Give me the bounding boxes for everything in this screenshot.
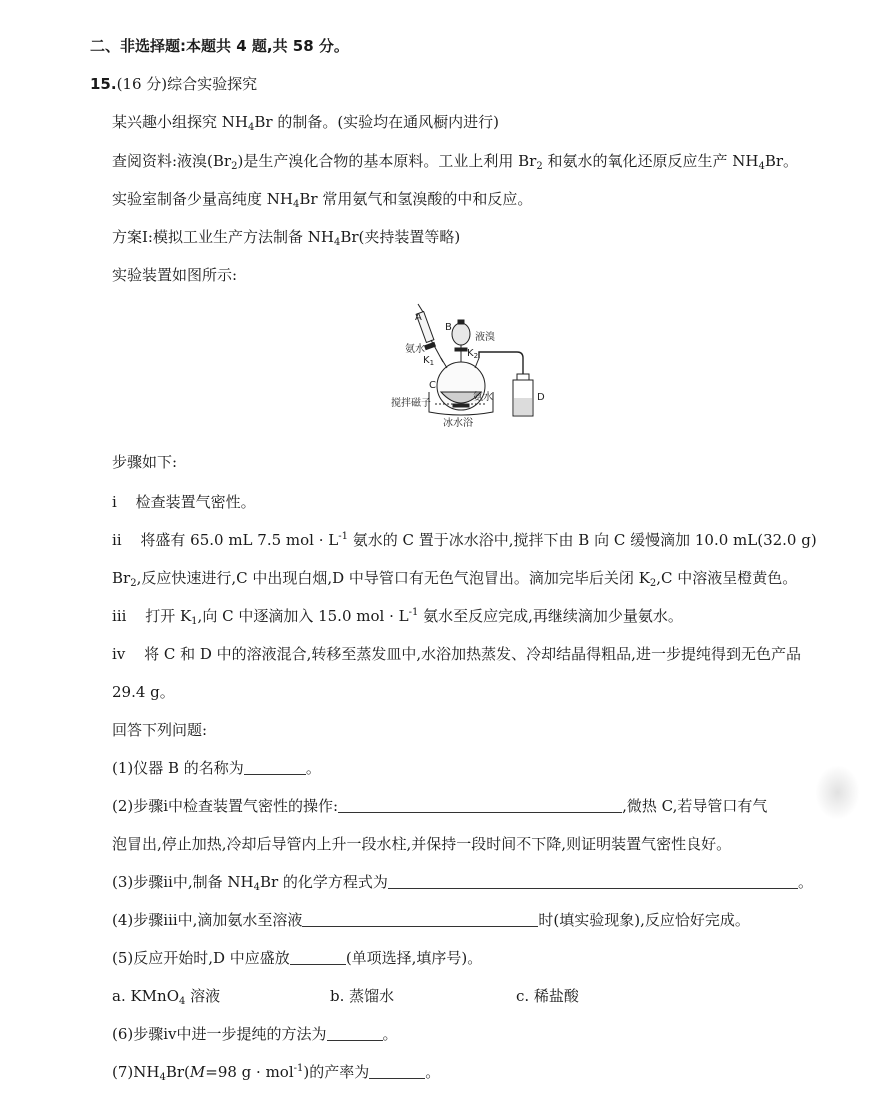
text: Br 常用氨气和氢溴酸的中和反应。 [299, 190, 533, 208]
superscript: -1 [293, 1063, 304, 1074]
step-number: ⅳ [112, 645, 126, 663]
question-header [90, 74, 257, 94]
superscript: -1 [408, 607, 419, 618]
text: )的产率为 [303, 1063, 370, 1081]
subscript: 4 [333, 237, 341, 248]
text: Br( [165, 1063, 190, 1081]
text: Br [112, 569, 131, 587]
text: 时(填实验现象),反应恰好完成。 [538, 911, 750, 929]
text: Br 的制备。(实验均在通风橱内进行) [254, 113, 500, 131]
intro-line-3 [112, 189, 532, 209]
text: (6)步骤ⅳ中进一步提纯的方法为 [112, 1025, 327, 1043]
question-number: 15. [90, 75, 117, 93]
text: K [467, 348, 474, 359]
step-1 [112, 492, 256, 512]
text: (4)步骤ⅲ中,滴加氨水至溶液 [112, 911, 303, 929]
intro-line-1 [112, 112, 499, 132]
subscript: 4 [292, 199, 300, 210]
answer-blank-2[interactable] [338, 797, 622, 813]
scan-smudge [815, 765, 860, 820]
text: 方案Ⅰ:模拟工业生产方法制备 NH [112, 228, 334, 246]
text: Br(夹持装置等略) [340, 228, 461, 246]
step-4-line-1 [112, 644, 801, 664]
apparatus-diagram [385, 300, 560, 430]
text: a. KMnO [112, 987, 180, 1005]
label-c: C [429, 380, 436, 391]
answer-blank-4[interactable] [302, 911, 538, 927]
text: ,向 C 中逐滴加入 15.0 mol · L [197, 607, 409, 625]
label-ammonia-right: 氨水 [473, 392, 493, 403]
subscript: 1 [429, 359, 435, 367]
answer-blank-6[interactable] [327, 1025, 383, 1041]
text: 。 [797, 873, 813, 891]
text: Br 的化学方程式为 [259, 873, 388, 891]
text: 氨水至反应完成,再继续滴加少量氨水。 [418, 607, 683, 625]
sub-question-4 [112, 910, 750, 930]
sub-question-7 [112, 1062, 440, 1082]
molar-mass-symbol: M [189, 1063, 206, 1081]
sub-question-2-line-2: 泡冒出,停止加热,冷却后导管内上升一段水柱,并保持一段时间不下降,则证明装置气密性良好。 [112, 835, 732, 853]
label-k2 [467, 348, 478, 360]
answer-blank-5[interactable] [290, 949, 346, 965]
step-number: ⅰ [112, 493, 117, 511]
text: 实验室制备少量高纯度 NH [112, 190, 293, 208]
text: (1)仪器 B 的名称为 [112, 759, 244, 777]
subscript: 2 [473, 352, 479, 360]
section-title: 二、非选择题:本题共 4 题,共 58 分。 [90, 37, 349, 55]
sub-question-5 [112, 948, 482, 968]
text: 将盛有 65.0 mL 7.5 mol · L [140, 531, 339, 549]
text: 。 [425, 1063, 441, 1081]
label-b: B [445, 322, 452, 333]
sub-question-6 [112, 1024, 398, 1044]
subscript: 1 [191, 616, 198, 627]
text: 某兴趣小组探究 NH [112, 113, 248, 131]
step-number: ⅱ [112, 531, 122, 549]
text: (7)NH [112, 1063, 160, 1081]
text: 打开 K [145, 607, 192, 625]
text: 和氨水的氧化还原反应生产 NH [542, 152, 759, 170]
text: ,微热 C,若导管口有气 [622, 797, 768, 815]
text: ,C 中溶液呈橙黄色。 [656, 569, 798, 587]
option-a [112, 986, 220, 1006]
diagram-caption: 实验装置如图所示: [112, 266, 238, 284]
text: 查阅资料:液溴(Br [112, 152, 232, 170]
option-b: b. 蒸馏水 [330, 987, 395, 1005]
answer-blank-3[interactable] [388, 873, 798, 889]
text: (2)步骤ⅰ中检查装置气密性的操作: [112, 797, 339, 815]
subscript: 2 [130, 578, 137, 589]
superscript: -1 [338, 531, 348, 542]
step-number: ⅲ [112, 607, 127, 625]
label-liquid-bromine: 液溴 [475, 332, 495, 343]
text: ,反应快速进行,C 中出现白烟,D 中导管口有无色气泡冒出。滴加完毕后关闭 K [136, 569, 650, 587]
label-ice-bath: 冰水浴 [443, 418, 473, 429]
subscript: 4 [159, 1072, 166, 1083]
intro-line-2 [112, 151, 798, 171]
step-4-line-2: 29.4 g。 [112, 683, 175, 701]
text: 氨水的 C 置于冰水浴中,搅拌下由 B 向 C 缓慢滴加 10.0 mL(32.0 g) [347, 531, 817, 549]
subscript: 2 [649, 578, 657, 589]
text: )是生产溴化合物的基本原料。工业上利用 Br [237, 152, 537, 170]
text: 。 [305, 759, 321, 777]
label-d: D [537, 392, 545, 403]
answers-heading: 回答下列问题: [112, 721, 208, 739]
text: K [423, 355, 430, 366]
text: =98 g · mol [205, 1063, 294, 1081]
text: 检查装置气密性。 [135, 493, 256, 511]
subscript: 4 [758, 161, 765, 172]
subscript: 2 [536, 161, 543, 172]
step-3 [112, 606, 683, 626]
sub-question-2-line-1 [112, 796, 767, 816]
answer-blank-7[interactable] [369, 1063, 425, 1079]
sub-question-3 [112, 872, 813, 892]
label-ammonia-left: 氨水 [405, 344, 425, 355]
step-2-line-2 [112, 568, 797, 588]
text: 。 [382, 1025, 398, 1043]
text: Br。 [764, 152, 799, 170]
text: (5)反应开始时,D 中应盛放 [112, 949, 290, 967]
step-2-line-1 [112, 530, 817, 550]
subscript: 4 [179, 996, 186, 1007]
plan-one [112, 227, 460, 247]
text: (3)步骤ⅱ中,制备 NH [112, 873, 254, 891]
steps-heading: 步骤如下: [112, 453, 178, 471]
label-stir-bar: 搅拌磁子 [391, 398, 431, 409]
label-k1 [423, 355, 434, 367]
text: (单项选择,填序号)。 [345, 949, 483, 967]
text: 溶液 [185, 987, 221, 1005]
option-c: c. 稀盐酸 [516, 987, 579, 1005]
answer-blank-1[interactable] [244, 759, 306, 775]
absorption-bottle-d [513, 374, 533, 416]
sub-question-1 [112, 758, 321, 778]
subscript: 4 [247, 122, 255, 133]
question-points: (16 分)综合实验探究 [116, 75, 258, 93]
subscript: 4 [253, 882, 260, 893]
subscript: 2 [231, 161, 238, 172]
text: 将 C 和 D 中的溶液混合,转移至蒸发皿中,水浴加热蒸发、冷却结晶得粗品,进一步提纯得到无色产品 [144, 645, 801, 663]
label-a: A [415, 312, 422, 323]
